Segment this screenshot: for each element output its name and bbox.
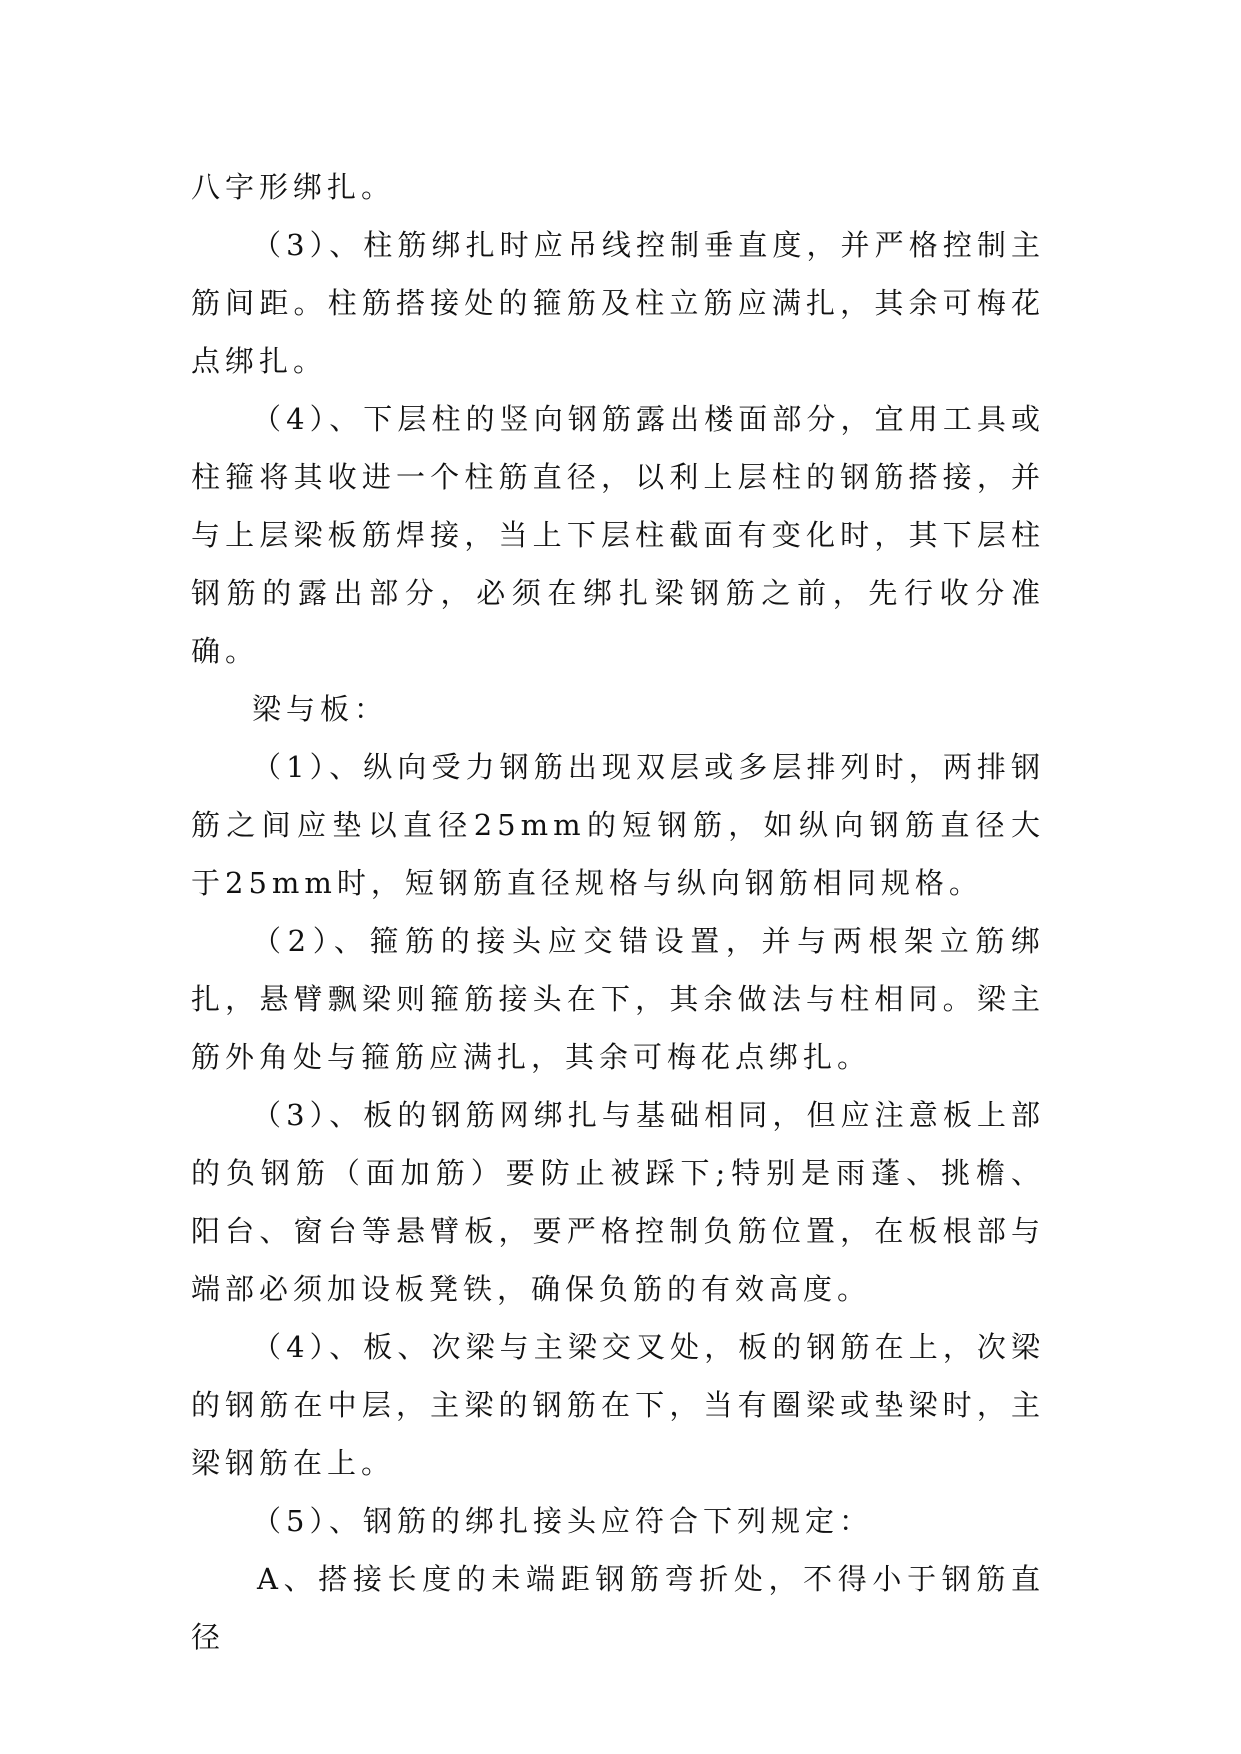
paragraph-beam-item-2: （2）、箍筋的接头应交错设置，并与两根架立筋绑扎，悬臂飘梁则箍筋接头在下，其余做法与柱相同。梁主筋外角处与箍筋应满扎，其余可梅花点绑扎。	[191, 924, 1045, 1074]
paragraph-beam-item-4: （4）、板、次梁与主梁交叉处，板的钢筋在上，次梁的钢筋在中层，主梁的钢筋在下，当有圈梁或垫梁时，主梁钢筋在上。	[191, 1330, 1045, 1480]
section-heading-beam-slab: 梁与板：	[252, 692, 389, 726]
paragraph-rule-a: A、搭接长度的未端距钢筋弯折处，不得小于钢筋直径	[191, 1562, 1045, 1654]
document-body	[191, 158, 1045, 1666]
paragraph-beam-item-5: （5）、钢筋的绑扎接头应符合下列规定：	[252, 1504, 873, 1538]
paragraph-continuation: 八字形绑扎。	[191, 170, 396, 204]
paragraph-column-item-3: （3）、柱筋绑扎时应吊线控制垂直度，并严格控制主筋间距。柱筋搭接处的箍筋及柱立筋应满扎，其余可梅花点绑扎。	[191, 228, 1045, 378]
paragraph-beam-item-1: （1）、纵向受力钢筋出现双层或多层排列时，两排钢筋之间应垫以直径25mm的短钢筋，如纵向钢筋直径大于25mm时，短钢筋直径规格与纵向钢筋相同规格。	[191, 750, 1045, 900]
paragraph-column-item-4: （4）、下层柱的竖向钢筋露出楼面部分，宜用工具或柱箍将其收进一个柱筋直径，以利上层柱的钢筋搭接，并与上层梁板筋焊接，当上下层柱截面有变化时，其下层柱钢筋的露出部分，必须在绑扎梁钢筋之前，先行收分准确。	[191, 402, 1045, 668]
paragraph-beam-item-3: （3）、板的钢筋网绑扎与基础相同，但应注意板上部的负钢筋（面加筋）要防止被踩下;特别是雨蓬、挑檐、阳台、窗台等悬臂板，要严格控制负筋位置，在板根部与端部必须加设板凳铁，确保负筋的有效高度。	[191, 1098, 1045, 1306]
